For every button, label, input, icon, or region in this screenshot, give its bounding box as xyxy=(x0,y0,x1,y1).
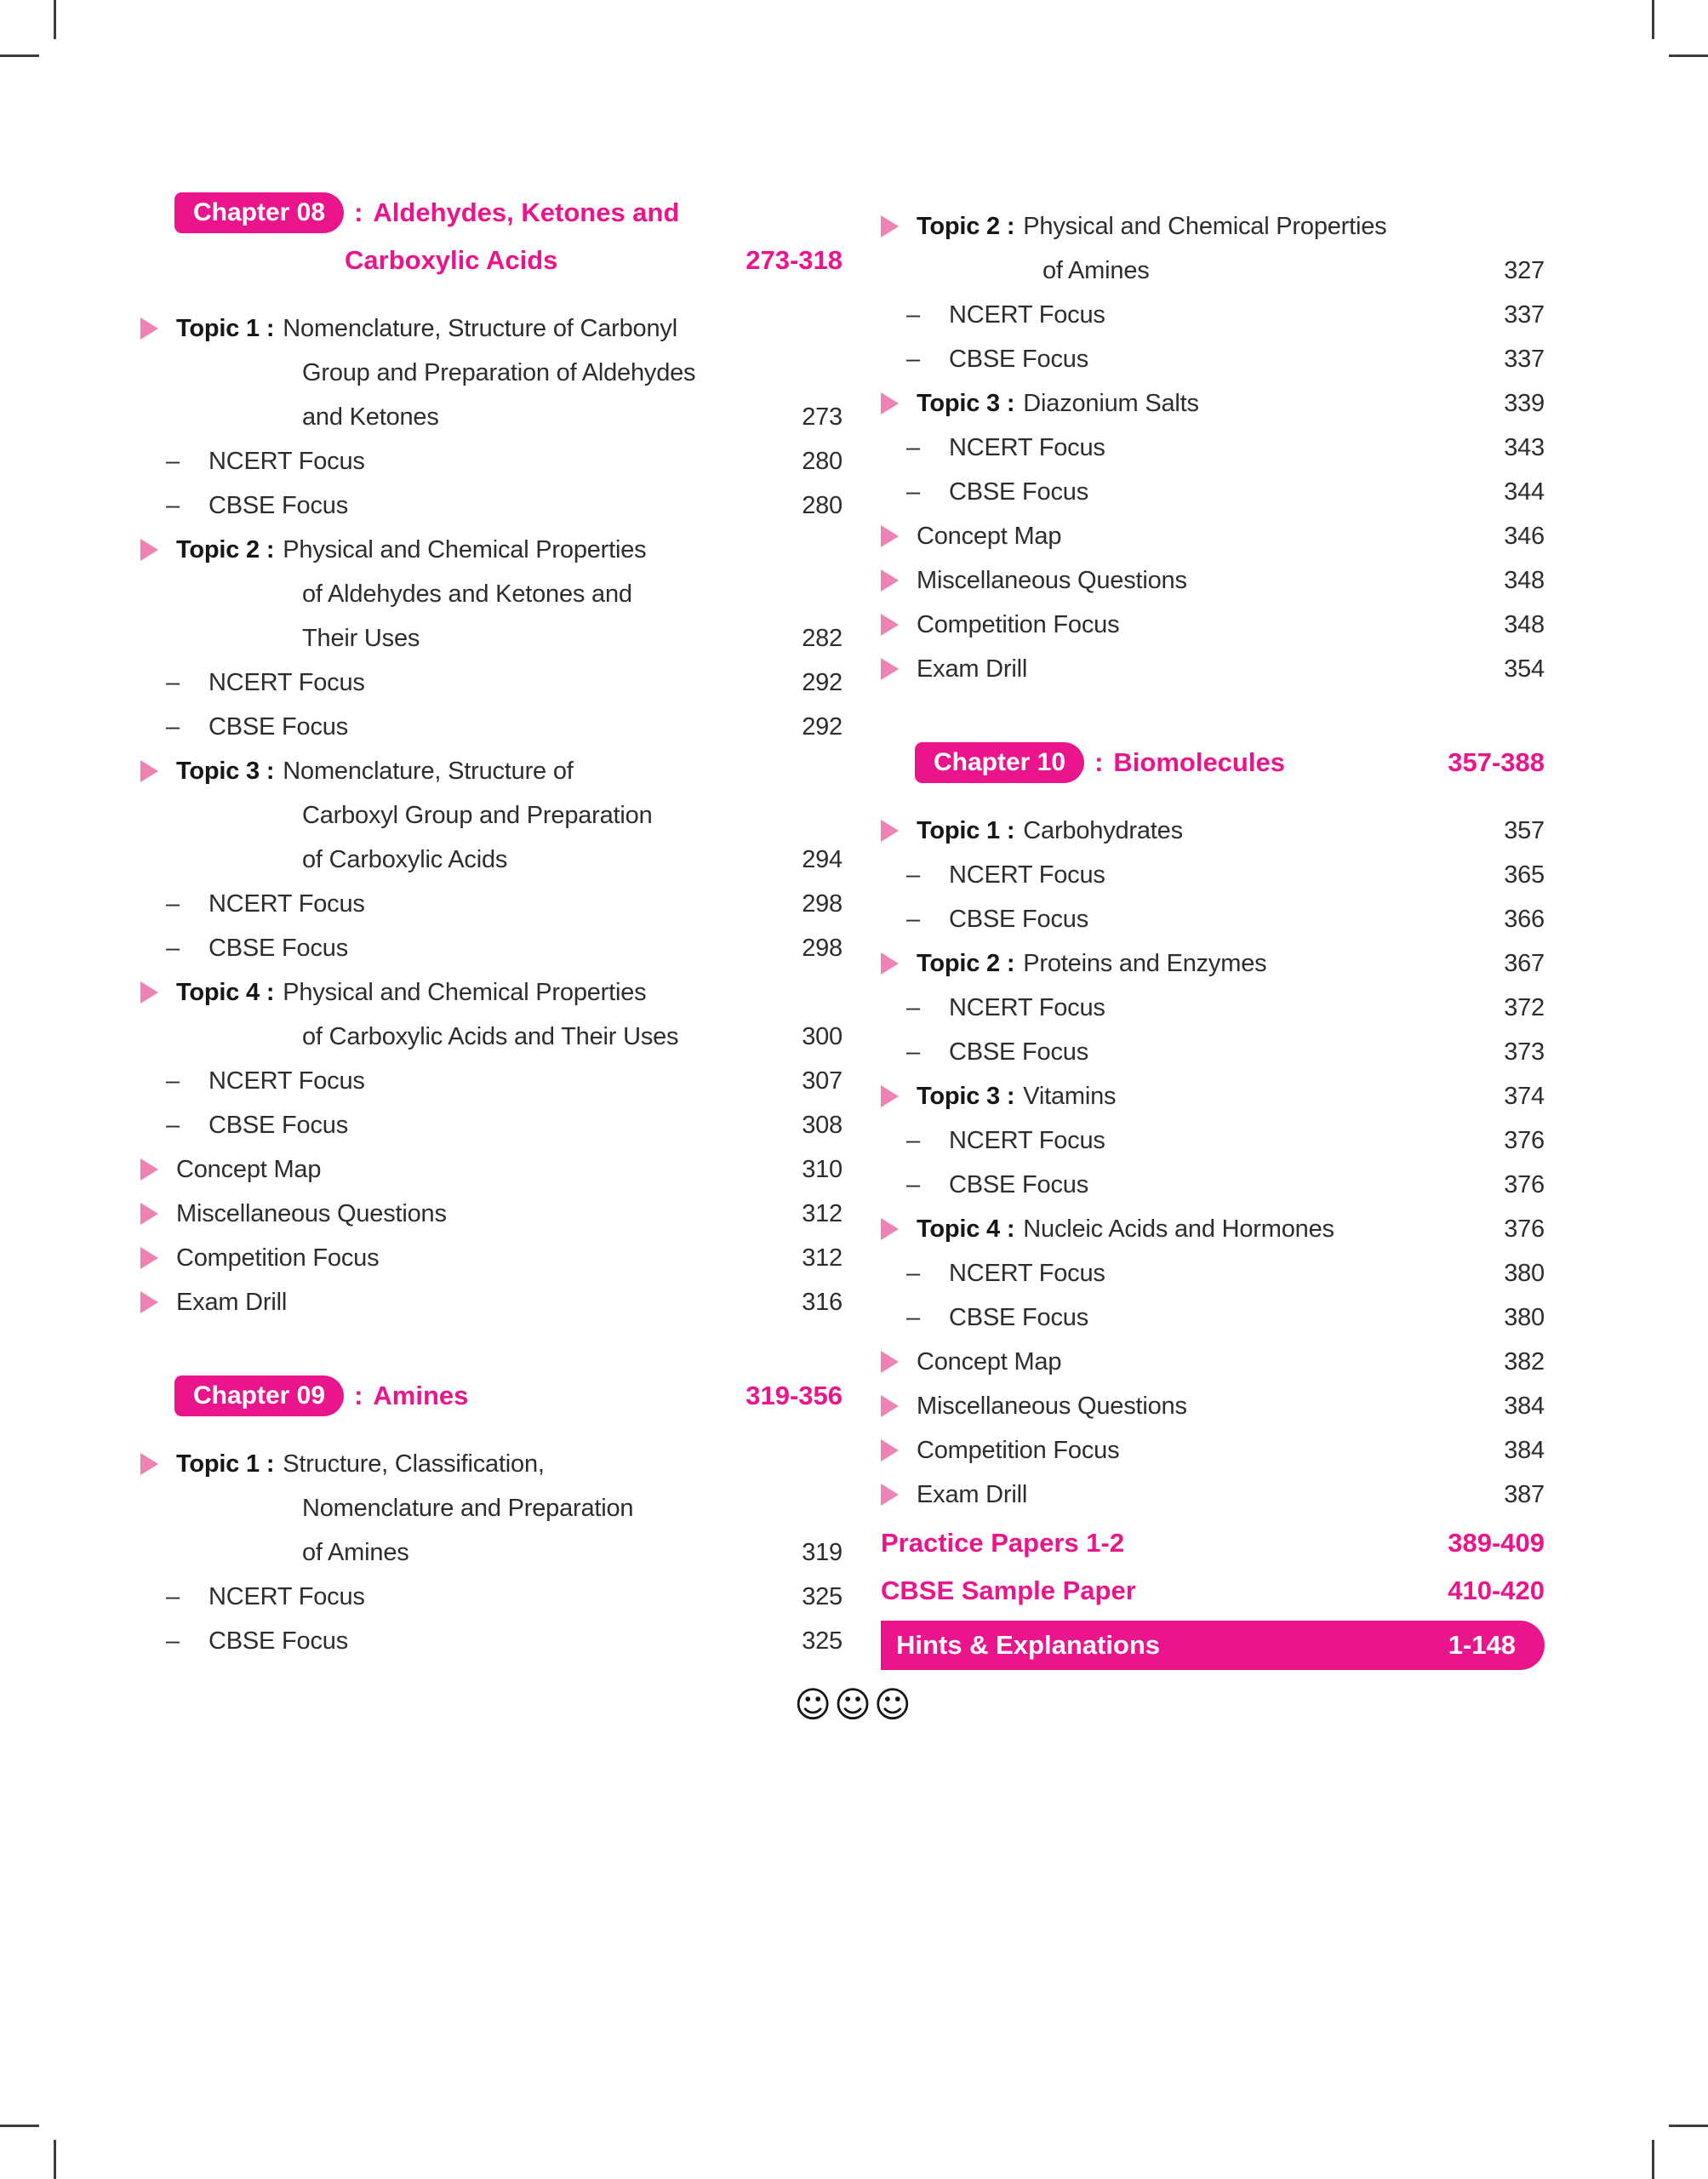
crop-mark-bottom-left-vertical xyxy=(54,2140,56,2179)
smiley-icon: ☺ xyxy=(873,1684,914,1725)
triangle-bullet-icon xyxy=(881,215,899,237)
sub-item-text: NCERT Focus xyxy=(949,994,1105,1021)
toc-sub-row xyxy=(140,661,843,705)
bullet-marker xyxy=(881,392,917,415)
topic-label: Topic 4 : xyxy=(917,1215,1015,1243)
page-number: 339 xyxy=(1504,390,1545,417)
topic-text: Proteins and Enzymes xyxy=(1023,950,1267,977)
topic-label: Topic 3 : xyxy=(917,390,1015,417)
page-number: 325 xyxy=(802,1627,843,1655)
chapter-heading xyxy=(915,739,1545,786)
bullet-marker xyxy=(881,1085,917,1107)
page-number: 343 xyxy=(1504,434,1545,461)
toc-topic-row xyxy=(140,970,843,1015)
sub-item-text: CBSE Focus xyxy=(949,1171,1088,1198)
topic-label: Topic 2 : xyxy=(917,950,1015,977)
bar-page-range: 1-148 xyxy=(1448,1630,1516,1660)
toc-topic-row xyxy=(881,204,1545,249)
page-number: 373 xyxy=(1504,1038,1545,1066)
toc-item-row xyxy=(881,1473,1545,1517)
toc-topic-row xyxy=(881,1207,1545,1251)
page-number: 327 xyxy=(1504,257,1545,284)
topic-label: Topic 4 : xyxy=(176,979,275,1006)
topic-text: of Carboxylic Acids and Their Uses xyxy=(302,1023,679,1050)
feature-page-range: 410-420 xyxy=(1448,1576,1545,1605)
triangle-bullet-icon xyxy=(140,1291,158,1313)
chapter-badge: Chapter 08 xyxy=(174,192,344,233)
crop-mark-top-right-horizontal xyxy=(1669,54,1708,57)
topic-text: Carboxyl Group and Preparation xyxy=(302,802,653,829)
toc-sub-row xyxy=(140,926,843,970)
topic-text: of Aldehydes and Ketones and xyxy=(302,580,632,608)
item-text: Concept Map xyxy=(176,1156,322,1183)
page-number: 346 xyxy=(1504,523,1545,550)
toc-sub-row xyxy=(140,483,843,528)
toc-item-row xyxy=(881,603,1545,647)
bullet-marker xyxy=(881,820,917,842)
dash-icon: – xyxy=(166,935,180,962)
toc-topic-row xyxy=(140,1530,843,1575)
feature-title: Practice Papers 1-2 xyxy=(881,1528,1125,1558)
dash-icon: – xyxy=(906,1260,920,1287)
bullet-marker xyxy=(140,317,176,340)
sub-item-text: NCERT Focus xyxy=(949,1127,1105,1154)
toc-topic-row xyxy=(140,1442,843,1486)
feature-title: CBSE Sample Paper xyxy=(881,1576,1136,1605)
topic-text: Carbohydrates xyxy=(1023,817,1183,844)
topic-text: Diazonium Salts xyxy=(1023,390,1199,417)
page-number: 376 xyxy=(1504,1127,1545,1154)
toc-item-row xyxy=(140,1192,843,1236)
bullet-marker xyxy=(881,569,917,592)
page-number: 374 xyxy=(1504,1083,1545,1110)
toc-topic-row xyxy=(140,1486,843,1530)
triangle-bullet-icon xyxy=(140,760,158,782)
dash-icon: – xyxy=(906,1127,920,1154)
bullet-marker xyxy=(140,1158,176,1181)
toc-sub-row xyxy=(140,705,843,749)
sub-item-text: CBSE Focus xyxy=(949,1304,1088,1331)
page-number: 310 xyxy=(802,1156,843,1183)
topic-text: Nomenclature, Structure of Carbonyl xyxy=(283,315,677,342)
topic-text: and Ketones xyxy=(302,403,439,431)
dash-icon: – xyxy=(166,1627,180,1655)
dash-icon: – xyxy=(166,448,180,475)
triangle-bullet-icon xyxy=(881,1439,899,1461)
toc-sub-row xyxy=(140,1103,843,1147)
toc-sub-row xyxy=(881,293,1545,337)
bullet-marker xyxy=(881,525,917,547)
bullet-marker xyxy=(881,1218,917,1240)
triangle-bullet-icon xyxy=(881,614,899,636)
triangle-bullet-icon xyxy=(140,1247,158,1269)
page-number: 273 xyxy=(802,403,843,431)
toc-topic-row xyxy=(140,838,843,882)
page-number: 382 xyxy=(1504,1348,1545,1375)
triangle-bullet-icon xyxy=(881,525,899,547)
page-number: 308 xyxy=(802,1112,843,1139)
triangle-bullet-icon xyxy=(881,1218,899,1240)
topic-label: Topic 3 : xyxy=(917,1083,1015,1110)
toc-item-row xyxy=(140,1236,843,1280)
toc-topic-row xyxy=(140,1015,843,1059)
item-text: Exam Drill xyxy=(176,1289,288,1316)
chapter-block xyxy=(140,1372,843,1420)
chapter-separator: : xyxy=(354,197,363,227)
page-number: 384 xyxy=(1504,1393,1545,1420)
chapter-title: Biomolecules xyxy=(1113,747,1285,777)
toc-column-left xyxy=(140,189,843,1663)
topic-text: Physical and Chemical Properties xyxy=(283,979,647,1006)
toc-topic-row xyxy=(140,749,843,793)
bullet-marker xyxy=(881,1351,917,1373)
toc-topic-row xyxy=(881,941,1545,986)
bullet-marker xyxy=(140,539,176,561)
topic-text: Physical and Chemical Properties xyxy=(283,536,647,563)
dash-icon: – xyxy=(166,492,180,519)
bullet-marker xyxy=(881,1439,917,1461)
triangle-bullet-icon xyxy=(881,1085,899,1107)
item-text: Exam Drill xyxy=(917,1481,1028,1508)
page-number: 312 xyxy=(802,1244,843,1272)
toc-sub-row xyxy=(881,470,1545,514)
feature-page-range: 389-409 xyxy=(1448,1528,1545,1558)
crop-mark-bottom-left-horizontal xyxy=(0,2125,39,2127)
page-number: 282 xyxy=(802,625,843,652)
dash-icon: – xyxy=(906,861,920,889)
page-number: 366 xyxy=(1504,906,1545,933)
toc-sub-row xyxy=(881,1030,1545,1074)
item-text: Competition Focus xyxy=(176,1244,380,1272)
page-number: 387 xyxy=(1504,1481,1545,1508)
topic-text: Nomenclature, Structure of xyxy=(283,758,574,785)
sub-item-text: CBSE Focus xyxy=(209,713,348,741)
crop-mark-top-right-vertical xyxy=(1652,0,1654,39)
bullet-marker xyxy=(140,1453,176,1475)
toc-topic-row xyxy=(881,1074,1545,1118)
chapter-block xyxy=(881,739,1545,786)
sub-item-text: CBSE Focus xyxy=(949,906,1088,933)
topic-label: Topic 2 : xyxy=(917,213,1015,240)
bullet-marker xyxy=(140,760,176,782)
toc-sub-row xyxy=(881,986,1545,1030)
dash-icon: – xyxy=(166,890,180,918)
sub-item-text: NCERT Focus xyxy=(949,1260,1105,1287)
toc-topic-row xyxy=(140,395,843,439)
item-text: Concept Map xyxy=(917,1348,1062,1375)
sub-item-text: CBSE Focus xyxy=(949,478,1088,506)
dash-icon: – xyxy=(906,1171,920,1198)
toc-item-row xyxy=(881,514,1545,558)
toc-topic-row xyxy=(881,809,1545,853)
chapter-heading-continuation xyxy=(174,237,843,284)
crop-mark-top-left-vertical xyxy=(54,0,56,39)
sub-item-text: NCERT Focus xyxy=(209,1067,365,1095)
triangle-bullet-icon xyxy=(140,317,158,340)
crop-mark-bottom-right-vertical xyxy=(1652,2140,1654,2179)
dash-icon: – xyxy=(166,669,180,696)
triangle-bullet-icon xyxy=(881,952,899,975)
triangle-bullet-icon xyxy=(881,658,899,680)
toc-item-row xyxy=(881,1384,1545,1428)
toc-topic-row xyxy=(140,572,843,616)
page-number: 292 xyxy=(802,713,843,741)
triangle-bullet-icon xyxy=(140,981,158,1004)
toc-topic-row xyxy=(140,351,843,395)
item-text: Miscellaneous Questions xyxy=(176,1200,447,1227)
topic-label: Topic 2 : xyxy=(176,536,275,563)
page-number: 312 xyxy=(802,1200,843,1227)
dash-icon: – xyxy=(906,301,920,329)
bullet-marker xyxy=(881,215,917,237)
topic-text: Structure, Classification, xyxy=(283,1450,545,1478)
sub-item-text: NCERT Focus xyxy=(209,1583,365,1610)
page-number: 354 xyxy=(1504,655,1545,683)
toc-sub-row xyxy=(140,439,843,483)
page-number: 372 xyxy=(1504,994,1545,1021)
page-number: 337 xyxy=(1504,301,1545,329)
page-number: 298 xyxy=(802,935,843,962)
toc-topic-row xyxy=(140,528,843,572)
page-number: 298 xyxy=(802,890,843,918)
topic-text: Vitamins xyxy=(1023,1083,1117,1110)
toc-sub-row xyxy=(140,1575,843,1619)
toc-sub-row xyxy=(881,853,1545,897)
page-number: 357 xyxy=(1504,817,1545,844)
chapter-badge: Chapter 09 xyxy=(174,1375,344,1416)
toc-sub-row xyxy=(881,1163,1545,1207)
toc-sub-row xyxy=(140,882,843,926)
toc-sub-row xyxy=(881,337,1545,381)
smiley-faces-icon xyxy=(794,1684,913,1725)
topic-text: of Amines xyxy=(1043,257,1150,284)
chapter-page-range: 357-388 xyxy=(1448,747,1545,777)
chapter-title: Carboxylic Acids xyxy=(345,245,558,275)
dash-icon: – xyxy=(166,1583,180,1610)
triangle-bullet-icon xyxy=(140,539,158,561)
page-number: 376 xyxy=(1504,1215,1545,1243)
page-number: 325 xyxy=(802,1583,843,1610)
toc-topic-row xyxy=(140,616,843,661)
topic-label: Topic 1 : xyxy=(176,315,275,342)
page-number: 376 xyxy=(1504,1171,1545,1198)
crop-mark-top-left-horizontal xyxy=(0,54,39,57)
triangle-bullet-icon xyxy=(140,1203,158,1225)
topic-label: Topic 1 : xyxy=(917,817,1015,844)
topic-text: Physical and Chemical Properties xyxy=(1023,213,1387,240)
page-number: 300 xyxy=(802,1023,843,1050)
toc-item-row xyxy=(881,558,1545,603)
sub-item-text: CBSE Focus xyxy=(949,346,1088,373)
page-number: 280 xyxy=(802,448,843,475)
chapter-heading xyxy=(174,189,843,237)
page-number: 384 xyxy=(1504,1437,1545,1464)
toc-sub-row xyxy=(140,1059,843,1103)
dash-icon: – xyxy=(166,713,180,741)
bullet-marker xyxy=(140,1203,176,1225)
smiley-icon: ☺ xyxy=(834,1684,874,1725)
bullet-marker xyxy=(881,1484,917,1506)
dash-icon: – xyxy=(906,434,920,461)
toc-topic-row xyxy=(140,306,843,351)
topic-label: Topic 1 : xyxy=(176,1450,275,1478)
page-number: 367 xyxy=(1504,950,1545,977)
triangle-bullet-icon xyxy=(140,1158,158,1181)
toc-item-row xyxy=(881,647,1545,691)
chapter-badge: Chapter 10 xyxy=(915,742,1084,783)
dash-icon: – xyxy=(166,1112,180,1139)
sub-item-text: CBSE Focus xyxy=(949,1038,1088,1066)
triangle-bullet-icon xyxy=(881,1484,899,1506)
dash-icon: – xyxy=(906,906,920,933)
triangle-bullet-icon xyxy=(881,392,899,415)
item-text: Competition Focus xyxy=(917,1437,1120,1464)
sub-item-text: CBSE Focus xyxy=(209,935,348,962)
topic-text: Nomenclature and Preparation xyxy=(302,1495,634,1522)
item-text: Concept Map xyxy=(917,523,1062,550)
toc-sub-row xyxy=(881,426,1545,470)
toc-column-right xyxy=(881,204,1545,1670)
chapter-heading xyxy=(174,1372,843,1420)
feature-row xyxy=(881,1570,1545,1612)
page-number: 380 xyxy=(1504,1260,1545,1287)
bullet-marker xyxy=(881,1395,917,1417)
sub-item-text: NCERT Focus xyxy=(949,861,1105,889)
dash-icon: – xyxy=(166,1067,180,1095)
bullet-marker xyxy=(881,658,917,680)
topic-text: of Carboxylic Acids xyxy=(302,846,508,873)
sub-item-text: NCERT Focus xyxy=(209,669,365,696)
triangle-bullet-icon xyxy=(881,820,899,842)
topic-text: Their Uses xyxy=(302,625,420,652)
chapter-title: Aldehydes, Ketones and xyxy=(373,197,680,227)
toc-item-row xyxy=(881,1340,1545,1384)
page-number: 294 xyxy=(802,846,843,873)
toc-sub-row xyxy=(881,1295,1545,1340)
page-number: 344 xyxy=(1504,478,1545,506)
page-number: 337 xyxy=(1504,346,1545,373)
bullet-marker xyxy=(140,1291,176,1313)
page-number: 292 xyxy=(802,669,843,696)
topic-text: of Amines xyxy=(302,1539,409,1566)
dash-icon: – xyxy=(906,346,920,373)
page-number: 280 xyxy=(802,492,843,519)
chapter-page-range: 273-318 xyxy=(745,245,843,275)
sub-item-text: CBSE Focus xyxy=(209,492,348,519)
bullet-marker xyxy=(881,614,917,636)
toc-topic-row xyxy=(881,249,1545,293)
feature-row xyxy=(881,1522,1545,1564)
item-text: Competition Focus xyxy=(917,611,1120,638)
topic-text: Nucleic Acids and Hormones xyxy=(1023,1215,1334,1243)
crop-mark-bottom-right-horizontal xyxy=(1669,2125,1708,2127)
item-text: Miscellaneous Questions xyxy=(917,1393,1187,1420)
triangle-bullet-icon xyxy=(881,569,899,592)
dash-icon: – xyxy=(906,478,920,506)
toc-item-row xyxy=(140,1147,843,1192)
topic-label: Topic 3 : xyxy=(176,758,275,785)
toc-sub-row xyxy=(881,1118,1545,1163)
toc-topic-row xyxy=(881,381,1545,426)
chapter-separator: : xyxy=(1094,747,1104,777)
dash-icon: – xyxy=(906,1038,920,1066)
triangle-bullet-icon xyxy=(140,1453,158,1475)
sub-item-text: NCERT Focus xyxy=(949,301,1105,329)
chapter-block xyxy=(140,189,843,284)
page-number: 348 xyxy=(1504,611,1545,638)
item-text: Exam Drill xyxy=(917,655,1028,683)
toc-item-row xyxy=(140,1280,843,1324)
bullet-marker xyxy=(140,1247,176,1269)
dash-icon: – xyxy=(906,994,920,1021)
hints-bar xyxy=(881,1621,1545,1670)
bar-title: Hints & Explanations xyxy=(896,1630,1161,1660)
page-number: 365 xyxy=(1504,861,1545,889)
topic-text: Group and Preparation of Aldehydes xyxy=(302,359,696,386)
dash-icon: – xyxy=(906,1304,920,1331)
toc-sub-row xyxy=(881,897,1545,941)
triangle-bullet-icon xyxy=(881,1395,899,1417)
page-number: 380 xyxy=(1504,1304,1545,1331)
item-text: Miscellaneous Questions xyxy=(917,567,1187,594)
toc-sub-row xyxy=(140,1619,843,1663)
page-number: 316 xyxy=(802,1289,843,1316)
chapter-title: Amines xyxy=(373,1381,469,1410)
bullet-marker xyxy=(881,952,917,975)
sub-item-text: CBSE Focus xyxy=(209,1112,348,1139)
page-number: 348 xyxy=(1504,567,1545,594)
page-number: 307 xyxy=(802,1067,843,1095)
sub-item-text: NCERT Focus xyxy=(209,890,365,918)
toc-item-row xyxy=(881,1428,1545,1473)
smiley-icon: ☺ xyxy=(794,1684,835,1725)
sub-item-text: CBSE Focus xyxy=(209,1627,348,1655)
sub-item-text: NCERT Focus xyxy=(209,448,365,475)
chapter-page-range: 319-356 xyxy=(745,1381,843,1410)
bullet-marker xyxy=(140,981,176,1004)
triangle-bullet-icon xyxy=(881,1351,899,1373)
toc-topic-row xyxy=(140,793,843,838)
sub-item-text: NCERT Focus xyxy=(949,434,1105,461)
chapter-separator: : xyxy=(354,1381,363,1410)
page-number: 319 xyxy=(802,1539,843,1566)
toc-sub-row xyxy=(881,1251,1545,1295)
